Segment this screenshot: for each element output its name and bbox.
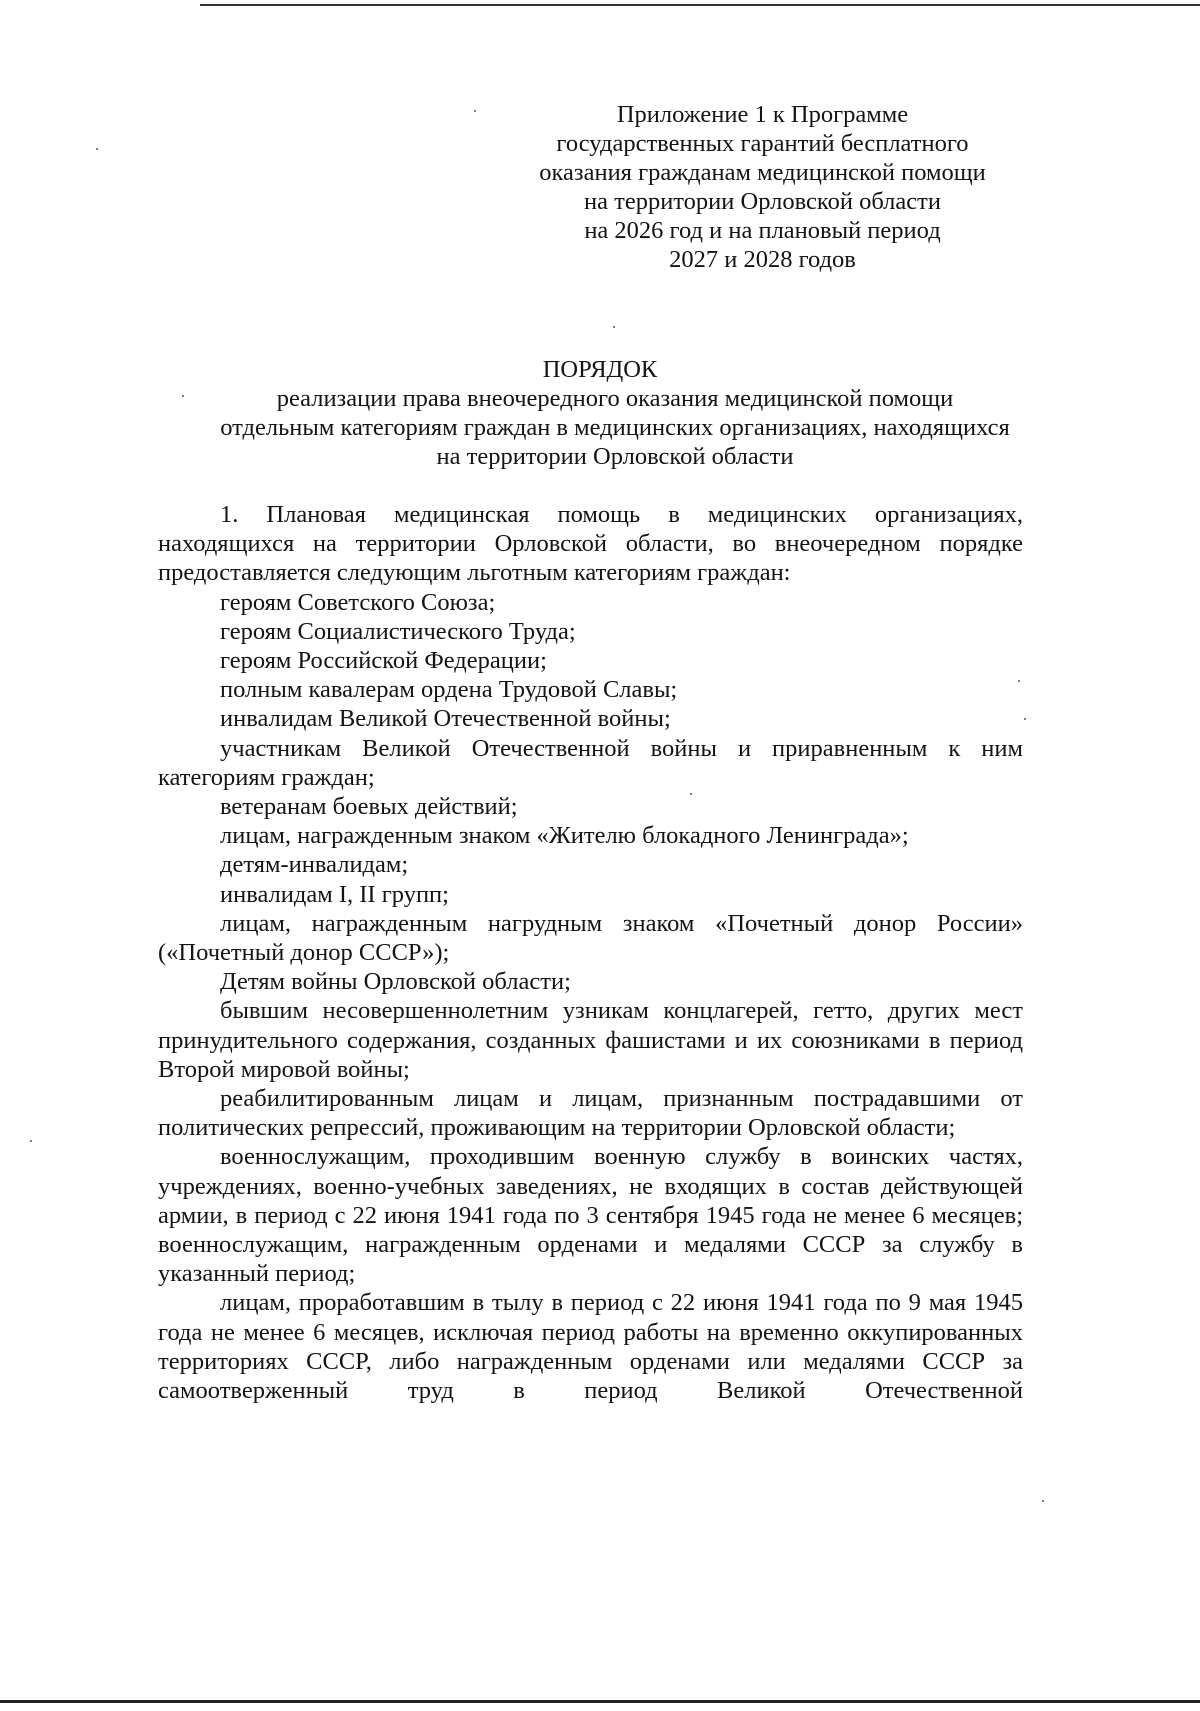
scan-speck — [30, 1140, 32, 1142]
scan-speck — [690, 793, 692, 795]
subtitle-line: реализации права внеочередного оказания медицинской помощи — [276, 385, 954, 412]
list-item: Детям войны Орловской области; — [220, 968, 571, 996]
scan-speck — [1018, 680, 1020, 682]
list-item: лицам, награжденным знаком «Жителю блокадного Ленинграда»; — [220, 822, 909, 850]
subtitle-line: на территории Орловской области — [436, 443, 794, 470]
annex-line: на 2026 год и на плановый период — [584, 217, 941, 244]
list-item: лицам, проработавшим в тылу в период с 22 июня 1941 года по 9 мая 1945 года не менее 6 месяцев, исключая период работы на временно оккупированных территориях СССР, либо награжденным орденами или медалями СССР за самоотверженный труд в период Великой Отечественной — [158, 1289, 1023, 1405]
annex-line: на территории Орловской области — [584, 188, 941, 215]
list-item: героям Российской Федерации; — [220, 647, 547, 675]
list-item: инвалидам Великой Отечественной войны; — [220, 705, 671, 733]
list-item: реабилитированным лицам и лицам, признанным пострадавшими от политических репрессий, проживающим на территории Орловской области; — [158, 1085, 1023, 1142]
list-item: бывшим несовершеннолетним узникам концлагерей, гетто, других мест принудительного содержания, созданных фашистами и их союзниками в период Второй мировой войны; — [158, 997, 1023, 1083]
annex-line: Приложение 1 к Программе — [616, 101, 909, 128]
scan-speck — [1024, 718, 1026, 720]
annex-line: 2027 и 2028 годов — [669, 246, 856, 273]
document-title: ПОРЯДОК — [542, 356, 658, 383]
list-item: детям-инвалидам; — [220, 851, 409, 879]
list-item: героям Социалистического Труда; — [220, 617, 576, 645]
top-border-line — [200, 4, 1200, 6]
list-item: военнослужащим, проходившим военную службу в воинских частях, учреждениях, военно-учебных заведениях, не входящих в состав действующей армии, в период с 22 июня 1941 года по 3 сентября 1945 года не менее 6 месяцев; военнослужащим, награжденным орденами и медалями СССР за службу в указанный период; — [158, 1143, 1023, 1288]
annex-line: государственных гарантий бесплатного — [556, 130, 969, 157]
subtitle-line: отдельным категориям граждан в медицинских организациях, находящихся — [220, 414, 1010, 441]
list-item: ветеранам боевых действий; — [220, 793, 518, 821]
annex-line: оказания гражданам медицинской помощи — [539, 159, 986, 186]
scan-speck — [1042, 1500, 1044, 1502]
list-item: героям Советского Союза; — [220, 588, 496, 616]
scan-speck — [474, 110, 476, 112]
list-item: лицам, награжденным нагрудным знаком «Почетный донор России» («Почетный донор СССР»); — [158, 909, 1023, 967]
scan-speck — [613, 326, 615, 328]
list-item: полным кавалерам ордена Трудовой Славы; — [220, 676, 678, 704]
annex-header — [500, 100, 1025, 274]
list-item: инвалидам I, II групп; — [220, 880, 449, 908]
bottom-border-line — [0, 1700, 1200, 1703]
document-body — [158, 500, 1023, 1405]
list-item: участникам Великой Отечественной войны и приравненным к ним категориям граждан; — [158, 734, 1023, 791]
document-subtitle — [150, 384, 1080, 471]
scan-speck — [96, 148, 98, 150]
scan-speck — [182, 395, 184, 397]
paragraph: 1. Плановая медицинская помощь в медицинских организациях, находящихся на территории Орловской области, во внеочередном порядке предоставляется следующим льготным категориям граждан: — [158, 501, 1023, 587]
